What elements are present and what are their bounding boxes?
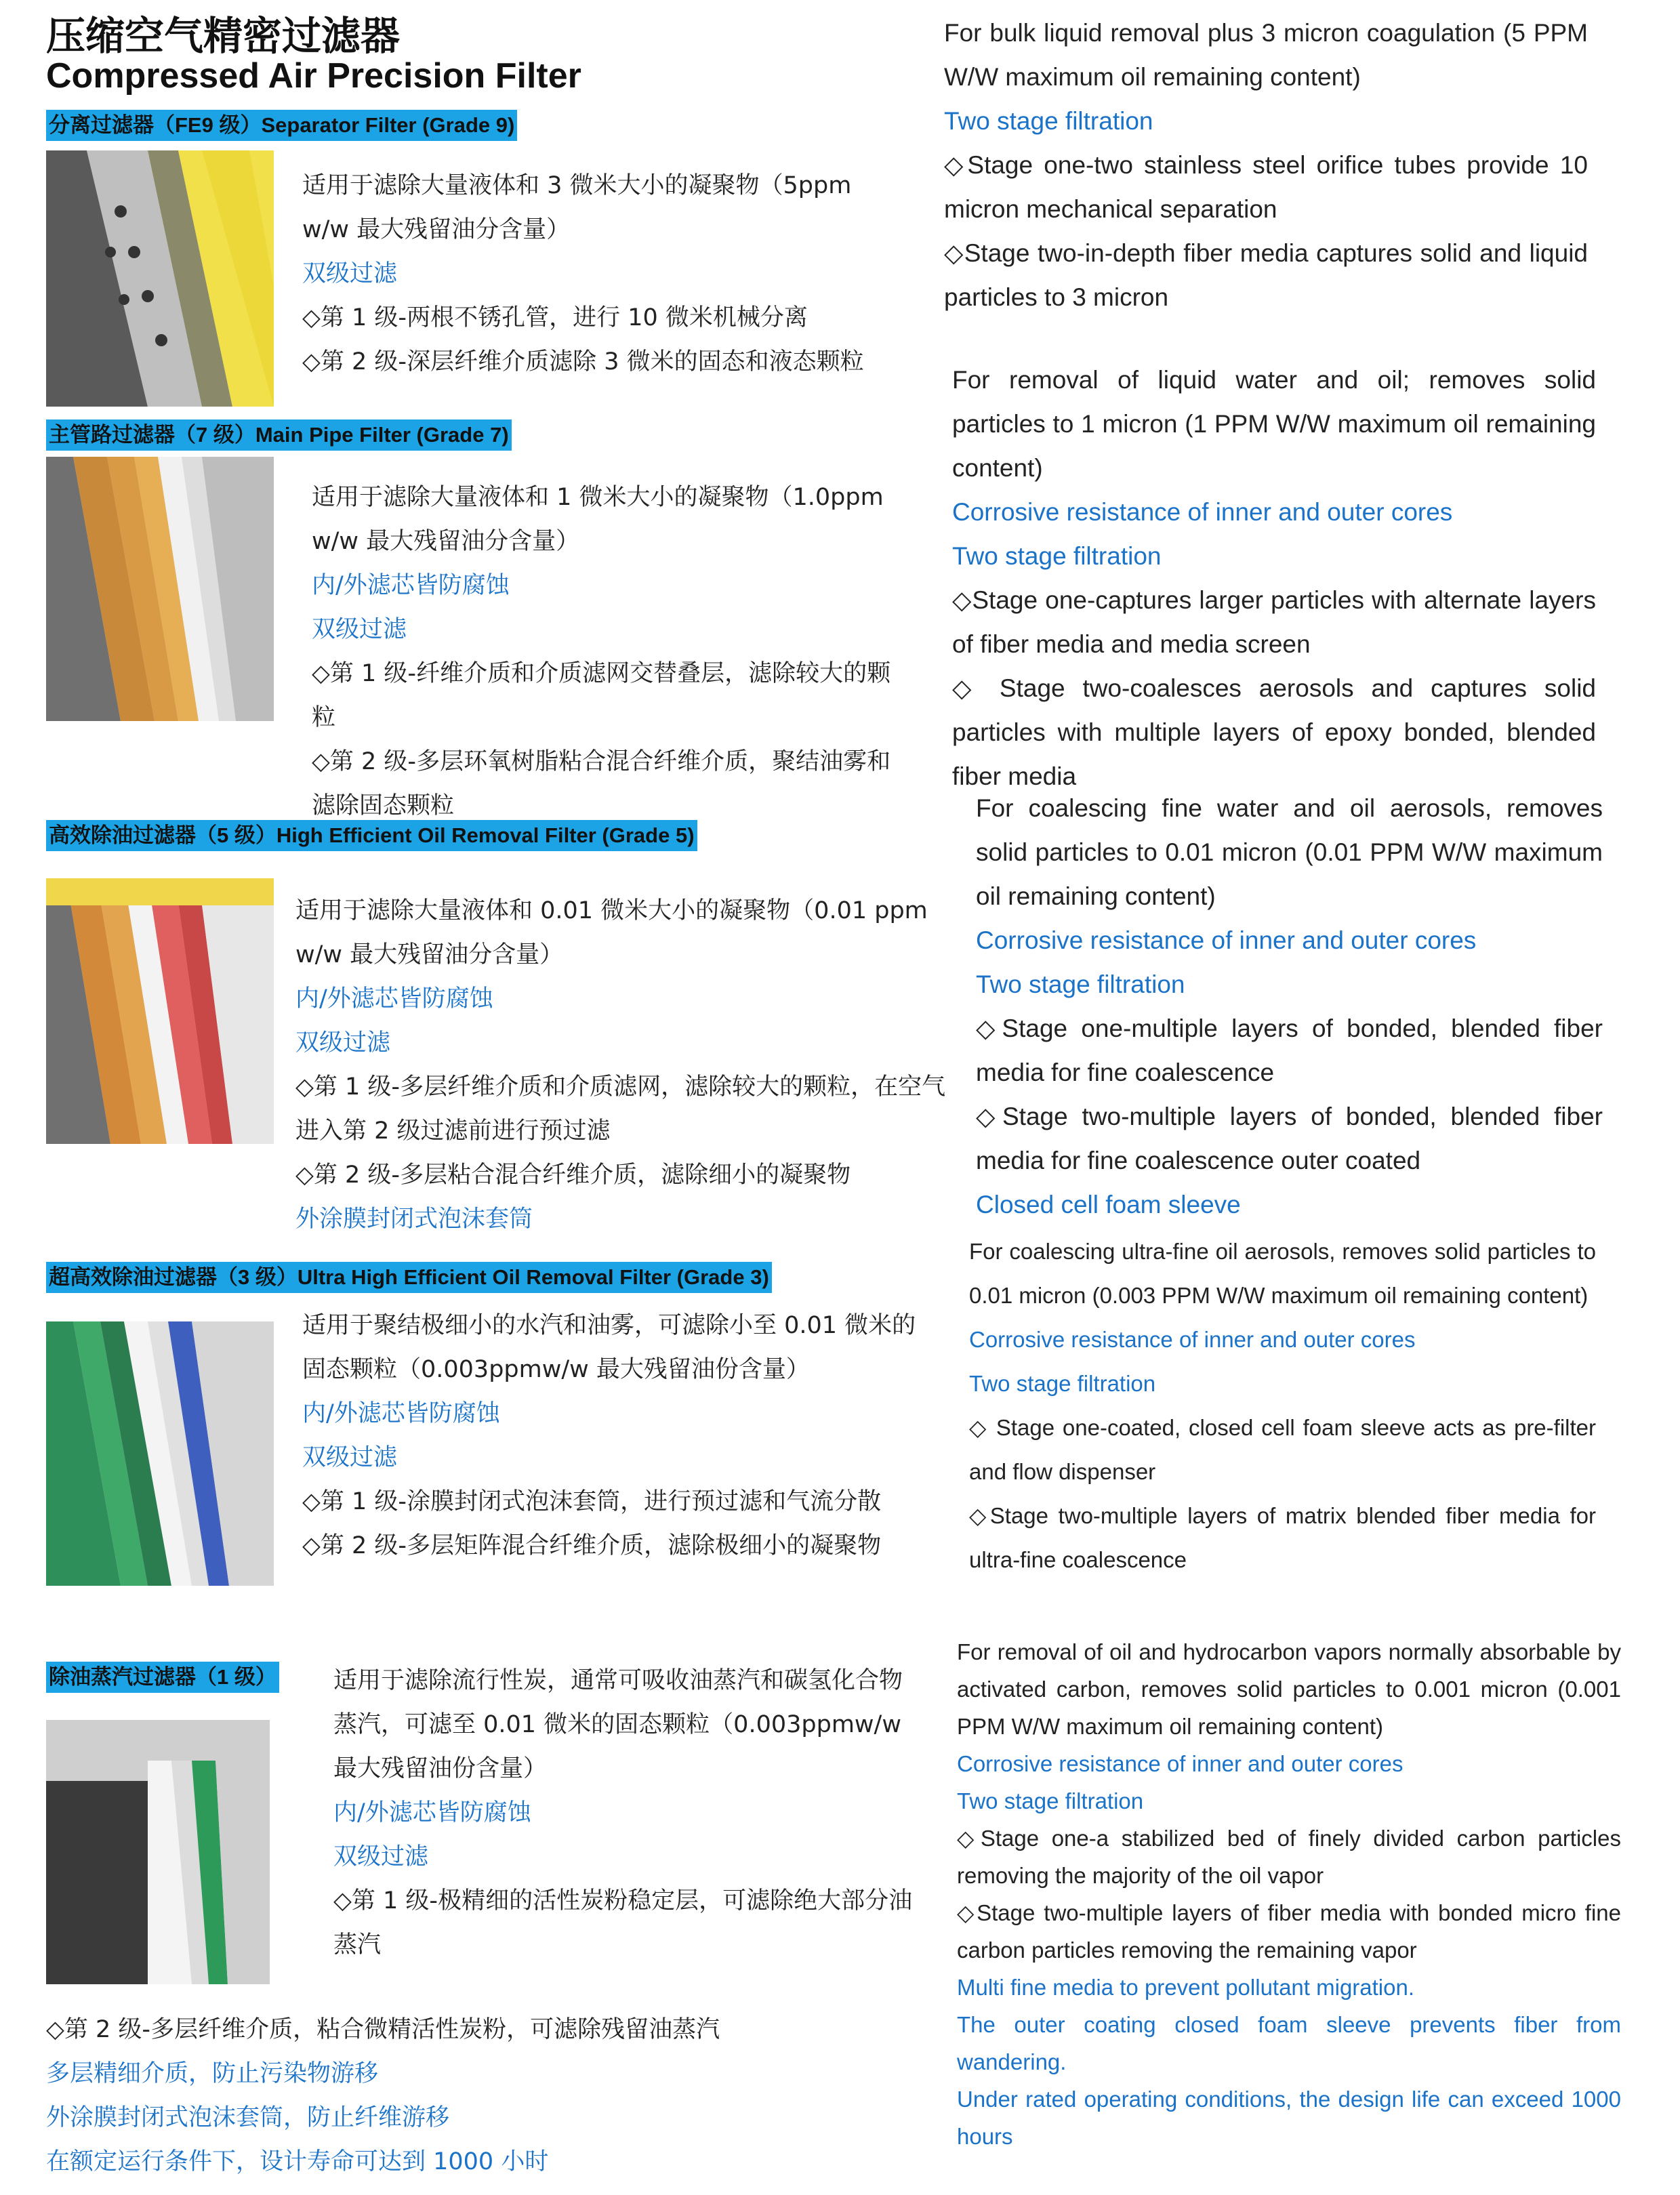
en-line: ◇Stage one-a stabilized bed of finely divided carbon particles removing the majority of the oil vapor — [957, 1826, 1621, 1888]
en-line: Two stage filtration — [976, 970, 1185, 998]
main-pipe-cn-text — [312, 476, 901, 828]
cn-line: ◇第 1 级-两根不锈孔管，进行 10 微米机械分离 — [302, 304, 808, 331]
en-line: For coalescing fine water and oil aerosols, removes solid particles to 0.01 micron (0.01 PPM W/W maximum oil remaining content) — [976, 794, 1603, 910]
cn-line: 内/外滤芯皆防腐蚀 — [295, 985, 493, 1012]
section-header-high-efficient: 高效除油过滤器（5 级）High Efficient Oil Removal Filter (Grade 5) — [46, 820, 697, 851]
cn-line: 双级过滤 — [312, 616, 407, 643]
ultra-high-cn-text — [302, 1304, 933, 1568]
cn-line: 外涂膜封闭式泡沫套筒，防止纤维游移 — [46, 2104, 450, 2131]
cn-line: 适用于滤除大量液体和 0.01 微米大小的凝聚物（0.01 ppm w/w 最大残留油分含量） — [295, 897, 928, 968]
cn-line: 内/外滤芯皆防腐蚀 — [333, 1799, 531, 1826]
cn-line: 内/外滤芯皆防腐蚀 — [312, 572, 510, 599]
en-line: ◇Stage one-two stainless steel orifice tubes provide 10 micron mechanical separation — [944, 151, 1588, 223]
page-title-cn: 压缩空气精密过滤器 — [46, 14, 401, 58]
en-line: ◇Stage two-multiple layers of fiber media with bonded micro fine carbon particles removing the remaining vapor — [957, 1900, 1621, 1963]
cn-line: ◇第 2 级-深层纤维介质滤除 3 微米的固态和液态颗粒 — [302, 348, 864, 375]
ultra-high-en-text — [969, 1229, 1596, 1582]
en-line: For bulk liquid removal plus 3 micron coagulation (5 PPM W/W maximum oil remaining content) — [944, 19, 1588, 91]
cn-line: 适用于滤除大量液体和 3 微米大小的凝聚物（5ppm w/w 最大残留油分含量） — [302, 172, 852, 243]
en-line: The outer coating closed foam sleeve prevents fiber from wandering. — [957, 2012, 1621, 2074]
cn-line: 双级过滤 — [295, 1029, 391, 1057]
en-line: Multi fine media to prevent pollutant migration. — [957, 1975, 1415, 2000]
cn-line: ◇第 1 级-多层纤维介质和介质滤网，滤除较大的颗粒，在空气进入第 2 级过滤前进行预过滤 — [295, 1073, 946, 1145]
oil-vapor-cn-bottom-text — [46, 2008, 954, 2184]
cn-line: 适用于聚结极细小的水汽和油雾，可滤除小至 0.01 微米的固态颗粒（0.003ppmw/w 最大残留油份含量） — [302, 1312, 916, 1383]
cn-line: 多层精细介质，防止污染物游移 — [46, 2060, 379, 2087]
section-header-separator: 分离过滤器（FE9 级）Separator Filter (Grade 9) — [46, 110, 517, 141]
cn-line: ◇第 2 级-多层环氧树脂粘合混合纤维介质，聚结油雾和滤除固态颗粒 — [312, 748, 891, 819]
en-line: Corrosive resistance of inner and outer cores — [969, 1327, 1416, 1352]
en-line: Two stage filtration — [969, 1371, 1156, 1396]
cn-line: ◇第 2 级-多层粘合混合纤维介质，滤除细小的凝聚物 — [295, 1162, 851, 1189]
high-efficient-filter-image — [46, 878, 274, 1144]
cn-line: ◇第 1 级-涂膜封闭式泡沫套筒，进行预过滤和气流分散 — [302, 1488, 882, 1515]
en-line: ◇Stage one-multiple layers of bonded, blended fiber media for fine coalescence — [976, 1014, 1603, 1086]
oil-vapor-cn-text — [333, 1659, 923, 1967]
cn-line: 外涂膜封闭式泡沫套筒 — [295, 1206, 533, 1233]
cn-line: 在额定运行条件下，设计寿命可达到 1000 小时 — [46, 2148, 549, 2175]
cn-line: 双级过滤 — [333, 1843, 429, 1870]
en-line: ◇Stage two-in-depth fiber media captures solid and liquid particles to 3 micron — [944, 239, 1588, 311]
en-line: ◇Stage two-multiple layers of bonded, blended fiber media for fine coalescence outer coated — [976, 1103, 1603, 1174]
en-line: ◇ Stage one-coated, closed cell foam sleeve acts as pre-filter and flow dispenser — [969, 1415, 1596, 1484]
separator-filter-image — [46, 150, 274, 407]
main-pipe-filter-image — [46, 457, 274, 721]
en-line: Two stage filtration — [957, 1788, 1144, 1813]
en-line: For removal of liquid water and oil; removes solid particles to 1 micron (1 PPM W/W maximum oil remaining content) — [952, 366, 1596, 482]
en-line: Corrosive resistance of inner and outer cores — [957, 1751, 1404, 1776]
cn-line: 双级过滤 — [302, 1444, 398, 1471]
en-line: Under rated operating conditions, the design life can exceed 1000 hours — [957, 2087, 1621, 2149]
en-line: ◇Stage two-multiple layers of matrix blended fiber media for ultra-fine coalescence — [969, 1503, 1596, 1572]
cn-line: 双级过滤 — [302, 260, 398, 287]
en-line: For coalescing ultra-fine oil aerosols, removes solid particles to 0.01 micron (0.003 PPM W/W maximum oil remaining content) — [969, 1239, 1596, 1308]
cn-line: ◇第 2 级-多层纤维介质，粘合微精活性炭粉，可滤除残留油蒸汽 — [46, 2016, 720, 2043]
page-title-en: Compressed Air Precision Filter — [46, 56, 581, 96]
ultra-high-filter-image — [46, 1321, 274, 1586]
en-line: Closed cell foam sleeve — [976, 1191, 1241, 1218]
en-line: Two stage filtration — [952, 542, 1162, 570]
cn-line: 内/外滤芯皆防腐蚀 — [302, 1400, 500, 1427]
section-header-main-pipe: 主管路过滤器（7 级）Main Pipe Filter (Grade 7) — [46, 419, 512, 451]
cn-line: 适用于滤除大量液体和 1 微米大小的凝聚物（1.0ppm w/w 最大残留油分含量） — [312, 484, 884, 555]
en-line: ◇ Stage two-coalesces aerosols and captures solid particles with multiple layers of epoxy bonded, blended fiber media — [952, 674, 1596, 790]
en-line: Corrosive resistance of inner and outer cores — [976, 926, 1477, 954]
separator-cn-text — [302, 164, 905, 384]
high-efficient-cn-text — [295, 889, 957, 1242]
cn-line: ◇第 2 级-多层矩阵混合纤维介质，滤除极细小的凝聚物 — [302, 1532, 882, 1559]
en-line: Corrosive resistance of inner and outer cores — [952, 498, 1453, 526]
separator-en-text — [944, 11, 1588, 319]
en-line: ◇Stage one-captures larger particles with alternate layers of fiber media and media screen — [952, 586, 1596, 658]
cn-line: 适用于滤除流行性炭，通常可吸收油蒸汽和碳氢化合物蒸汽，可滤至 0.01 微米的固态颗粒（0.003ppmw/w 最大残留油份含量） — [333, 1667, 903, 1782]
cn-line: ◇第 1 级-极精细的活性炭粉稳定层，可滤除绝大部分油蒸汽 — [333, 1887, 913, 1958]
en-line: For removal of oil and hydrocarbon vapors normally absorbable by activated carbon, removes solid particles to 0.001 micron (0.001 PPM W/W maximum oil remaining content) — [957, 1639, 1621, 1739]
high-efficient-en-text — [976, 786, 1603, 1227]
section-header-oil-vapor: 除油蒸汽过滤器（1 级） — [46, 1662, 279, 1693]
oil-vapor-en-text — [957, 1633, 1621, 2155]
main-pipe-en-text — [952, 358, 1596, 798]
cn-line: ◇第 1 级-纤维介质和介质滤网交替叠层，滤除较大的颗粒 — [312, 660, 891, 731]
oil-vapor-filter-image — [46, 1720, 270, 1984]
en-line: Two stage filtration — [944, 107, 1153, 135]
section-header-ultra-high: 超高效除油过滤器（3 级）Ultra High Efficient Oil Removal Filter (Grade 3) — [46, 1262, 772, 1293]
